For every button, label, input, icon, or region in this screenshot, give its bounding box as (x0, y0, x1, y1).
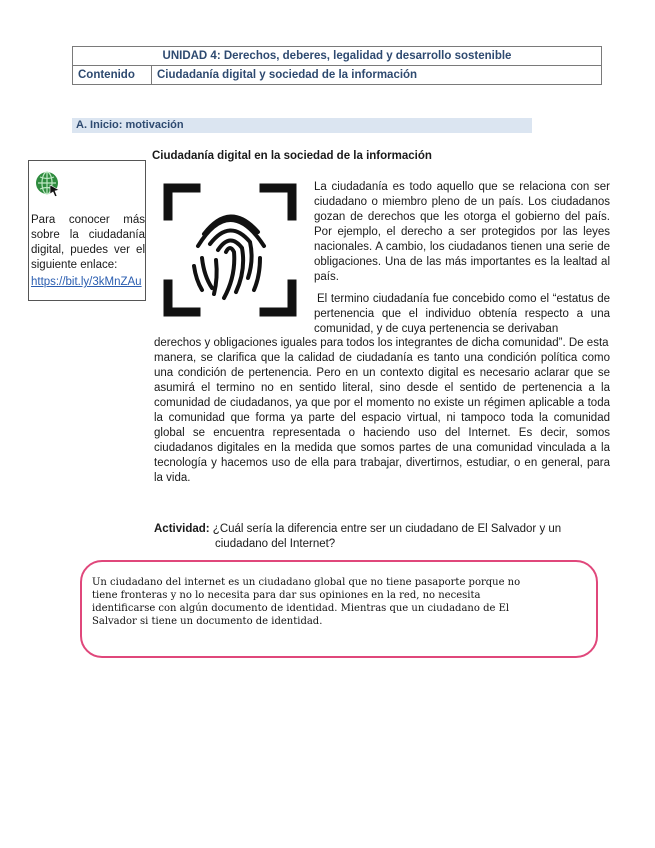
fingerprint-scan-icon (160, 180, 300, 320)
answer-box[interactable] (80, 560, 598, 658)
content-value: Ciudadanía digital y sociedad de la información (152, 66, 602, 85)
resource-text: Para conocer más sobre la ciudadanía digital, puedes ver el siguiente enlace: (31, 214, 145, 271)
resource-box (28, 160, 146, 301)
activity-question-1: ¿Cuál sería la diferencia entre ser un ciudadano de El Salvador y un (212, 523, 562, 535)
section-title: A. Inicio: motivación (72, 118, 532, 133)
paragraph-1: La ciudadanía es todo aquello que se relaciona con ser ciudadano o miembro pleno de un país. Los ciudadanos gozan de derechos que les otorga el gobierno del país. Por ejemplo, el derecho a ser protegidos por las leyes nacionales. A cambio, los ciudadanos tienen una serie de obligaciones. Una de las más importantes es la lealtad al país. (314, 181, 610, 283)
activity-label: Actividad: (154, 523, 210, 535)
activity (154, 522, 604, 552)
answer-text: Un ciudadano del internet es un ciudadano global que no tiene pasaporte porque no tiene fronteras y no lo necesita para dar sus opiniones en la red, no necesita identificarse con algún documento de identidad. Mientras que un ciudadano de El Salvador si tiene un documento de identidad. (92, 577, 521, 627)
paragraph-3-line: derechos y obligaciones iguales para todos los integrantes de dicha comunidad”. De esta (154, 337, 609, 349)
paragraph-3-body: manera, se clarifica que la calidad de ciudadanía es tanto una condición política como una condición de pertenencia. Pero en un contexto digital es necesario aclarar que se asumirá el termino no en sentido literal, sino desde el sentido de pertenencia a la comunidad de ciudadanos, ya que por el momento no existe un régimen aplicable a toda la comunidad que forma ya parte del espacio virtual, ni tampoco toda la comunidad global se encuentra representada o haciendo uso del Internet. Es decir, somos ciudadanos digitales en la medida que somos partes de una comunidad vinculada a la tecnología y hacemos uso de ella para trabajar, divertirnos, estudiar, o en general, para la vida. (154, 352, 610, 484)
content-label: Contenido (73, 66, 152, 85)
article-title: Ciudadanía digital en la sociedad de la información (152, 150, 432, 162)
globe-cursor-icon (35, 171, 61, 197)
activity-question-2: ciudadano del Internet? (215, 538, 336, 550)
unit-title: UNIDAD 4: Derechos, deberes, legalidad y desarrollo sostenible (73, 47, 602, 66)
paragraph-3 (154, 336, 610, 486)
paragraph-2: El termino ciudadanía fue concebido como el “estatus de pertenencia que el individuo obtenía respecto a una comunidad, y de cuya pertenencia se derivaban (314, 293, 610, 335)
header-table (72, 46, 602, 85)
resource-link[interactable]: https://bit.ly/3kMnZAu (31, 276, 142, 288)
